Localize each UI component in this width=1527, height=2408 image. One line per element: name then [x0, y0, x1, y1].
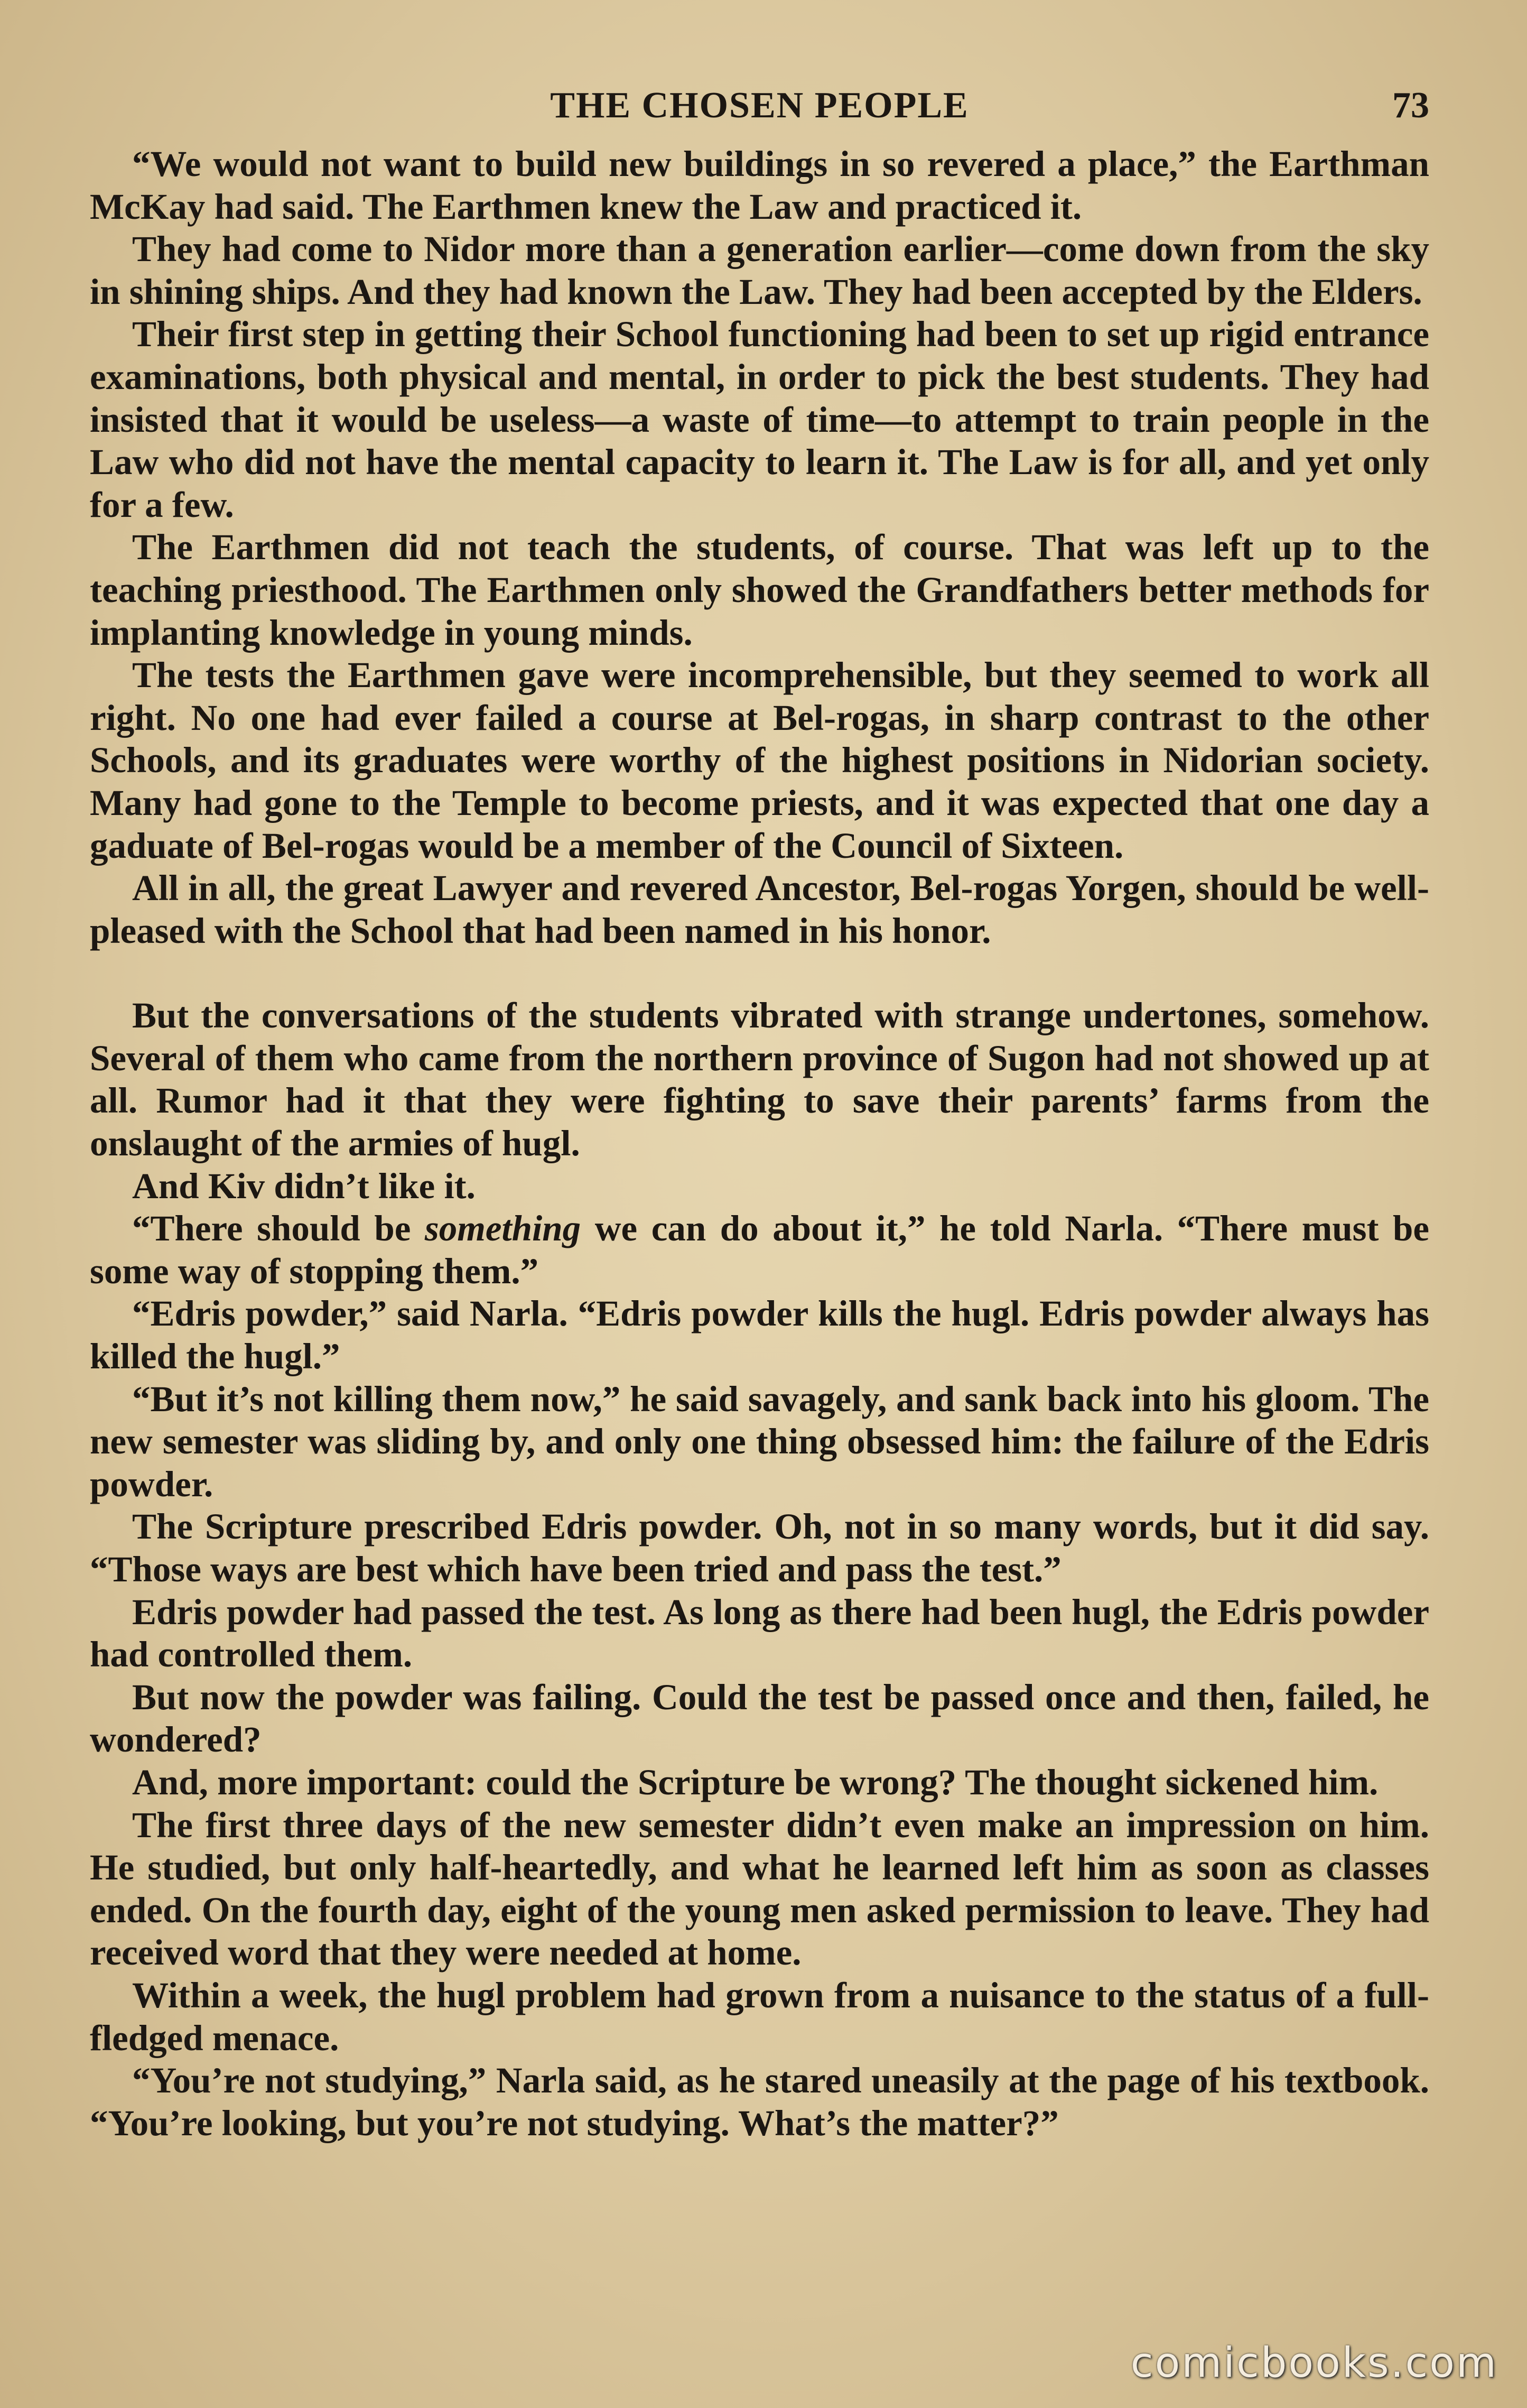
paragraph: “You’re not studying,” Narla said, as he stared uneasily at the page of his textbook. “You’re looking, but you’re not studying. What’s the matter?”: [90, 2060, 1429, 2143]
page-title: THE CHOSEN PEOPLE: [550, 85, 969, 126]
paragraph: Within a week, the hugl problem had grown from a nuisance to the status of a full-fledged menace.: [90, 1975, 1429, 2058]
text-run: “There should be: [132, 1208, 425, 1249]
paragraph: “We would not want to build new buildings in so revered a place,” the Earthman McKay had said. The Earthmen knew the Law and practiced it.: [90, 144, 1429, 227]
paragraph: “But it’s not killing them now,” he said savagely, and sank back into his gloom. The new semester was sliding by, and only one thing obsessed him: the failure of the Edris powder.: [90, 1378, 1429, 1504]
paragraph: Edris powder had passed the test. As long as there had been hugl, the Edris powder had controlled them.: [90, 1591, 1429, 1675]
paragraph: But now the powder was failing. Could the test be passed once and then, failed, he wondered?: [90, 1677, 1429, 1760]
paragraph: All in all, the great Lawyer and revered Ancestor, Bel-rogas Yorgen, should be well-pleased with the School that had been named in his honor.: [90, 868, 1429, 951]
book-page: [90, 79, 1429, 2368]
italic-text-run: something: [424, 1208, 581, 1249]
section-break: [90, 952, 1429, 994]
paragraph: The Scripture prescribed Edris powder. Oh, not in so many words, but it did say. “Those ways are best which have been tried and pass the test.”: [90, 1506, 1429, 1589]
watermark: comicbooks.com: [1130, 2339, 1498, 2387]
paragraph: The tests the Earthmen gave were incomprehensible, but they seemed to work all right. No one had ever failed a course at Bel-rogas, in sharp contrast to the other Schools, and its graduates were worthy of the highest positions in Nidorian society. Many had gone to the Temple to become priests, and it was expected that one day a gaduate of Bel-rogas would be a member of the Council of Sixteen.: [90, 655, 1429, 866]
paragraph: [90, 1207, 1429, 1292]
paragraph: And Kiv didn’t like it.: [132, 1165, 476, 1206]
paragraph: The Earthmen did not teach the students, of course. That was left up to the teaching priesthood. The Earthmen only showed the Grandfathers better methods for implanting knowledge in young minds.: [90, 527, 1429, 653]
page-number: 73: [1392, 85, 1429, 126]
paragraph: They had come to Nidor more than a generation earlier—come down from the sky in shining ships. And they had known the Law. They had been accepted by the Elders.: [90, 229, 1429, 312]
text-run: we can do about it,” he told Narla. “There must be some way of stopping them.”: [90, 1208, 1429, 1291]
body-text: [90, 143, 1429, 2144]
paragraph: The first three days of the new semester didn’t even make an impression on him. He studied, but only half-heartedly, and what he learned left him as soon as classes ended. On the fourth day, eight of the young men asked permission to leave. They had received word that they were needed at home.: [90, 1804, 1429, 1973]
paragraph: “Edris powder,” said Narla. “Edris powder kills the hugl. Edris powder always has killed the hugl.”: [90, 1293, 1429, 1377]
paragraph: Their first step in getting their School functioning had been to set up rigid entrance examinations, both physical and mental, in order to pick the best students. They had insisted that it would be useless—a waste of time—to attempt to train people in the Law who did not have the mental capacity to learn it. The Law is for all, and yet only for a few.: [90, 314, 1429, 525]
running-head: [90, 79, 1429, 143]
paragraph: But the conversations of the students vibrated with strange undertones, somehow. Several of them who came from the northern province of Sugon had not showed up at all. Rumor had it that they were fighting to save their parents’ farms from the onslaught of the armies of hugl.: [90, 995, 1429, 1164]
paragraph: And, more important: could the Scripture be wrong? The thought sickened him.: [132, 1762, 1379, 1802]
